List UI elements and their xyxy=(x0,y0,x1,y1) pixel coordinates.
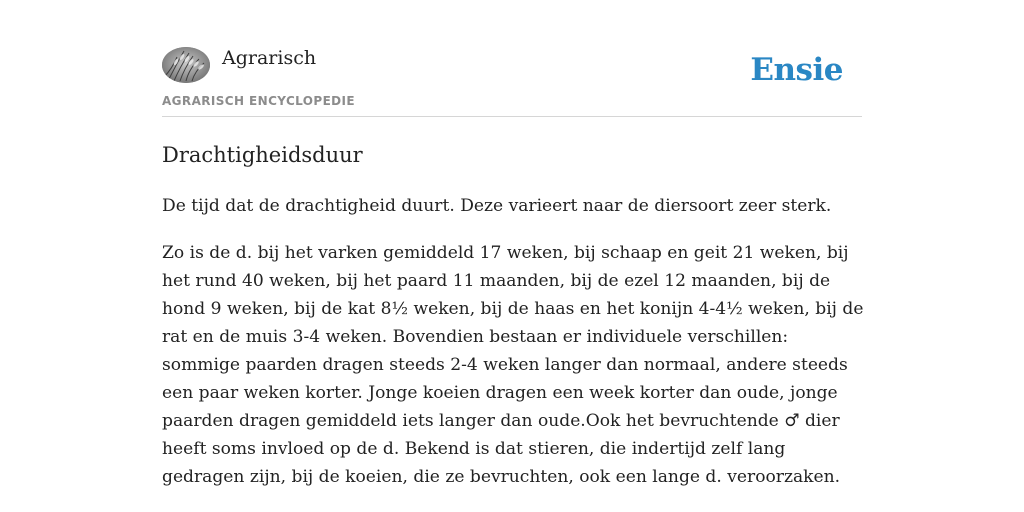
page-title: Drachtigheidsduur xyxy=(162,143,363,167)
source-name[interactable]: Agrarisch xyxy=(222,47,317,69)
site-header xyxy=(162,40,862,117)
ensie-logo-link[interactable]: Ensie xyxy=(750,52,843,88)
article-paragraph-2: Zo is de d. bij het varken gemiddeld 17 weken, bij schaap en geit 21 weken, bij het rund 40 weken, bij het paard 11 maanden, bij de ezel 12 maanden, bij de hond 9 weken, bij de kat 8½ weken, bij de haas en het konijn 4-4½ weken, bij de rat en de muis 3-4 weken. Bovendien bestaan er individuele verschillen: sommige paarden dragen steeds 2-4 weken langer dan normaal, andere steeds een paar weken korter. Jonge koeien dragen een week korter dan oude, jonge paarden dragen gemiddeld iets langer dan oude.Ook het bevruchtende ♂ dier heeft soms invloed op de d. Bekend is dat stieren, die indertijd zelf lang gedragen zijn, bij de koeien, die ze bevruchten, ook een lange d. veroorzaken. xyxy=(162,243,864,487)
wheat-icon[interactable] xyxy=(162,47,210,83)
article-paragraph-1: De tijd dat de drachtigheid duurt. Deze varieert naar de diersoort zeer sterk. xyxy=(162,196,832,216)
source-subtitle: AGRARISCH ENCYCLOPEDIE xyxy=(162,94,355,108)
